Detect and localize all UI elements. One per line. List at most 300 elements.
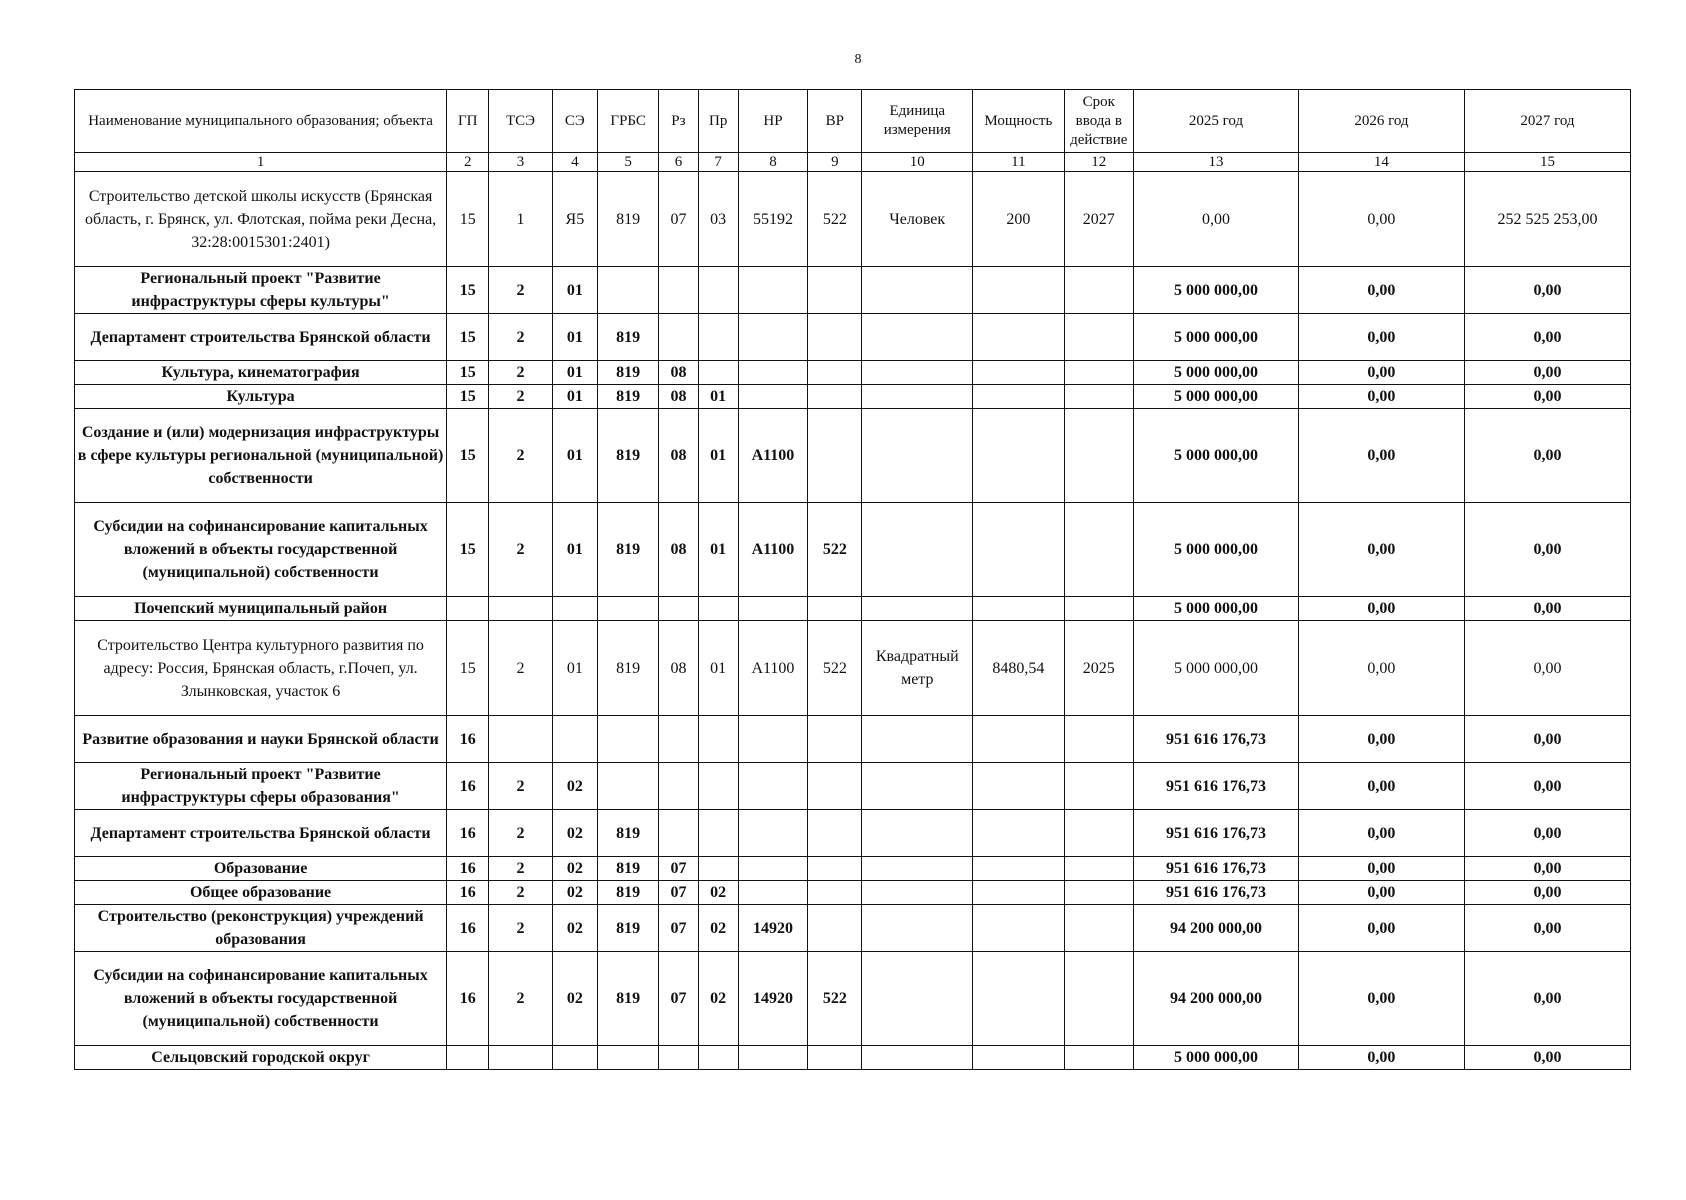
cell-rz: 08 [659,361,698,385]
cell-name: Субсидии на софинансирование капитальных вложений в объекты государственной (муниципальной) собственности [75,503,447,597]
column-number: 9 [808,153,862,172]
cell-vr [808,905,862,952]
cell-se: 01 [552,621,597,716]
cell-2026: 0,00 [1298,385,1464,409]
cell-term [1064,716,1133,763]
cell-name: Культура, кинематография [75,361,447,385]
header-pr: Пр [698,90,738,153]
cell-rz [659,314,698,361]
cell-2026: 0,00 [1298,952,1464,1046]
cell-2025: 94 200 000,00 [1134,952,1299,1046]
cell-pr [698,810,738,857]
header-nr: НР [738,90,807,153]
cell-tse: 1 [489,172,552,267]
cell-gp: 15 [447,621,489,716]
cell-term: 2027 [1064,172,1133,267]
cell-pr [698,597,738,621]
column-number: 4 [552,153,597,172]
cell-2026: 0,00 [1298,881,1464,905]
cell-gp: 15 [447,385,489,409]
cell-term [1064,952,1133,1046]
cell-2026: 0,00 [1298,716,1464,763]
cell-power [973,716,1065,763]
cell-gp [447,597,489,621]
cell-pr [698,267,738,314]
cell-unit [862,314,973,361]
cell-se: 01 [552,385,597,409]
cell-2025: 0,00 [1134,172,1299,267]
cell-power [973,881,1065,905]
cell-unit: Квадратный метр [862,621,973,716]
cell-unit [862,905,973,952]
cell-nr [738,763,807,810]
cell-nr [738,857,807,881]
cell-grbs [597,597,658,621]
cell-2027: 0,00 [1464,952,1630,1046]
cell-se: 02 [552,763,597,810]
cell-2025: 5 000 000,00 [1134,621,1299,716]
column-number: 6 [659,153,698,172]
table-row [75,172,1631,267]
table-row [75,763,1631,810]
cell-se [552,1046,597,1070]
cell-gp: 16 [447,857,489,881]
cell-2025: 5 000 000,00 [1134,361,1299,385]
cell-power [973,267,1065,314]
cell-2025: 5 000 000,00 [1134,267,1299,314]
cell-rz [659,716,698,763]
cell-gp: 16 [447,905,489,952]
cell-tse: 2 [489,952,552,1046]
cell-pr [698,361,738,385]
cell-name: Общее образование [75,881,447,905]
cell-nr: 14920 [738,952,807,1046]
cell-name: Развитие образования и науки Брянской области [75,716,447,763]
cell-vr: 522 [808,621,862,716]
cell-se: 02 [552,857,597,881]
cell-name: Культура [75,385,447,409]
cell-vr [808,385,862,409]
cell-term [1064,905,1133,952]
cell-rz: 07 [659,952,698,1046]
cell-2025: 951 616 176,73 [1134,810,1299,857]
table-column-numbers-row [75,153,1631,172]
cell-tse: 2 [489,881,552,905]
cell-2026: 0,00 [1298,267,1464,314]
cell-2025: 5 000 000,00 [1134,314,1299,361]
cell-power [973,503,1065,597]
cell-se: 02 [552,952,597,1046]
table-row [75,952,1631,1046]
cell-grbs: 819 [597,409,658,503]
cell-grbs: 819 [597,385,658,409]
cell-term [1064,857,1133,881]
cell-2025: 5 000 000,00 [1134,385,1299,409]
cell-vr: 522 [808,952,862,1046]
cell-power [973,361,1065,385]
table-row [75,621,1631,716]
column-number: 7 [698,153,738,172]
cell-term [1064,881,1133,905]
cell-2026: 0,00 [1298,905,1464,952]
cell-name: Сельцовский городской округ [75,1046,447,1070]
cell-2025: 951 616 176,73 [1134,763,1299,810]
cell-gp: 16 [447,881,489,905]
cell-2026: 0,00 [1298,763,1464,810]
cell-2026: 0,00 [1298,621,1464,716]
cell-unit [862,763,973,810]
cell-gp: 16 [447,716,489,763]
cell-grbs: 819 [597,314,658,361]
cell-nr [738,385,807,409]
cell-grbs: 819 [597,857,658,881]
header-unit: Единица измерения [862,90,973,153]
cell-term [1064,763,1133,810]
cell-pr: 02 [698,881,738,905]
cell-2027: 0,00 [1464,361,1630,385]
cell-2026: 0,00 [1298,597,1464,621]
cell-rz: 07 [659,172,698,267]
column-number: 14 [1298,153,1464,172]
cell-name: Создание и (или) модернизация инфраструктуры в сфере культуры региональной (муниципальной) собственности [75,409,447,503]
cell-2025: 5 000 000,00 [1134,503,1299,597]
header-vr: ВР [808,90,862,153]
cell-nr: 55192 [738,172,807,267]
cell-grbs: 819 [597,361,658,385]
cell-2027: 0,00 [1464,763,1630,810]
header-power: Мощность [973,90,1065,153]
cell-2026: 0,00 [1298,503,1464,597]
cell-unit [862,810,973,857]
cell-pr: 01 [698,385,738,409]
cell-power [973,385,1065,409]
cell-pr [698,857,738,881]
cell-grbs: 819 [597,503,658,597]
cell-nr [738,881,807,905]
cell-vr [808,314,862,361]
cell-name: Региональный проект "Развитие инфраструктуры сферы культуры" [75,267,447,314]
table-header-row [75,90,1631,153]
header-tse: ТСЭ [489,90,552,153]
page-number: 8 [854,52,862,67]
cell-pr [698,314,738,361]
table-row [75,385,1631,409]
cell-2027: 0,00 [1464,810,1630,857]
cell-rz [659,597,698,621]
cell-nr [738,361,807,385]
cell-gp: 15 [447,267,489,314]
cell-2026: 0,00 [1298,810,1464,857]
cell-pr: 02 [698,905,738,952]
cell-2026: 0,00 [1298,361,1464,385]
table-row [75,597,1631,621]
cell-power: 200 [973,172,1065,267]
column-number: 2 [447,153,489,172]
table-row [75,810,1631,857]
cell-tse [489,597,552,621]
cell-2026: 0,00 [1298,314,1464,361]
cell-se: 01 [552,314,597,361]
cell-pr: 01 [698,409,738,503]
cell-unit [862,952,973,1046]
cell-tse: 2 [489,409,552,503]
cell-rz [659,1046,698,1070]
cell-unit [862,881,973,905]
cell-rz [659,810,698,857]
table-row [75,1046,1631,1070]
cell-term: 2025 [1064,621,1133,716]
cell-power [973,409,1065,503]
cell-tse [489,716,552,763]
cell-vr: 522 [808,172,862,267]
cell-unit [862,1046,973,1070]
cell-2027: 0,00 [1464,905,1630,952]
cell-unit [862,597,973,621]
cell-power [973,1046,1065,1070]
cell-term [1064,503,1133,597]
cell-unit [862,409,973,503]
cell-grbs [597,763,658,810]
table-row [75,361,1631,385]
cell-term [1064,409,1133,503]
cell-term [1064,361,1133,385]
cell-pr [698,763,738,810]
cell-tse: 2 [489,621,552,716]
cell-2025: 951 616 176,73 [1134,881,1299,905]
cell-se [552,716,597,763]
cell-rz: 07 [659,905,698,952]
cell-name: Строительство (реконструкция) учреждений образования [75,905,447,952]
cell-power [973,857,1065,881]
cell-term [1064,597,1133,621]
cell-term [1064,314,1133,361]
cell-tse [489,1046,552,1070]
column-number: 5 [597,153,658,172]
cell-vr [808,763,862,810]
cell-name: Почепский муниципальный район [75,597,447,621]
cell-se: 01 [552,409,597,503]
cell-nr: A1100 [738,503,807,597]
cell-tse: 2 [489,385,552,409]
cell-tse: 2 [489,857,552,881]
cell-pr: 01 [698,621,738,716]
cell-name: Региональный проект "Развитие инфраструктуры сферы образования" [75,763,447,810]
cell-vr [808,716,862,763]
cell-2025: 5 000 000,00 [1134,409,1299,503]
header-gp: ГП [447,90,489,153]
table-row [75,716,1631,763]
header-grbs: ГРБС [597,90,658,153]
cell-power [973,905,1065,952]
header-se: СЭ [552,90,597,153]
column-number: 8 [738,153,807,172]
cell-gp: 15 [447,172,489,267]
budget-table [74,89,1631,1070]
cell-name: Строительство детской школы искусств (Брянская область, г. Брянск, ул. Флотская, пойма реки Десна, 32:28:0015301:2401) [75,172,447,267]
cell-rz: 07 [659,857,698,881]
cell-2027: 252 525 253,00 [1464,172,1630,267]
cell-se: 01 [552,503,597,597]
cell-se [552,597,597,621]
cell-name: Строительство Центра культурного развития по адресу: Россия, Брянская область, г.Почеп, ул. Злынковская, участок 6 [75,621,447,716]
column-number: 3 [489,153,552,172]
cell-2027: 0,00 [1464,267,1630,314]
header-2025: 2025 год [1134,90,1299,153]
cell-se: 02 [552,881,597,905]
cell-tse: 2 [489,905,552,952]
cell-vr [808,267,862,314]
cell-power [973,952,1065,1046]
cell-name: Образование [75,857,447,881]
cell-tse: 2 [489,503,552,597]
cell-2025: 951 616 176,73 [1134,857,1299,881]
header-rz: Рз [659,90,698,153]
cell-pr: 02 [698,952,738,1046]
cell-term [1064,267,1133,314]
cell-grbs [597,716,658,763]
cell-grbs: 819 [597,621,658,716]
cell-2027: 0,00 [1464,621,1630,716]
cell-unit [862,857,973,881]
cell-power: 8480,54 [973,621,1065,716]
column-number: 12 [1064,153,1133,172]
cell-2026: 0,00 [1298,172,1464,267]
cell-vr [808,409,862,503]
cell-name: Департамент строительства Брянской области [75,810,447,857]
cell-2026: 0,00 [1298,1046,1464,1070]
header-term: Срок ввода в действие [1064,90,1133,153]
header-2026: 2026 год [1298,90,1464,153]
cell-tse: 2 [489,810,552,857]
cell-2027: 0,00 [1464,314,1630,361]
cell-rz [659,267,698,314]
cell-gp: 15 [447,314,489,361]
cell-term [1064,385,1133,409]
cell-grbs: 819 [597,172,658,267]
cell-unit [862,716,973,763]
header-2027: 2027 год [1464,90,1630,153]
cell-nr [738,1046,807,1070]
cell-se: 01 [552,267,597,314]
cell-name: Департамент строительства Брянской области [75,314,447,361]
cell-2027: 0,00 [1464,881,1630,905]
cell-se: 02 [552,810,597,857]
cell-nr [738,267,807,314]
cell-nr [738,716,807,763]
cell-grbs: 819 [597,881,658,905]
cell-rz: 08 [659,621,698,716]
cell-pr: 01 [698,503,738,597]
cell-se: Я5 [552,172,597,267]
cell-se: 01 [552,361,597,385]
cell-power [973,597,1065,621]
cell-grbs: 819 [597,810,658,857]
table-row [75,267,1631,314]
cell-power [973,314,1065,361]
cell-gp: 16 [447,952,489,1046]
cell-2026: 0,00 [1298,409,1464,503]
cell-gp: 16 [447,810,489,857]
cell-2025: 5 000 000,00 [1134,1046,1299,1070]
cell-unit [862,361,973,385]
cell-vr [808,810,862,857]
column-number: 1 [75,153,447,172]
cell-vr [808,361,862,385]
header-name: Наименование муниципального образования; объекта [75,90,447,153]
cell-nr [738,597,807,621]
cell-unit [862,503,973,597]
cell-tse: 2 [489,314,552,361]
cell-2027: 0,00 [1464,503,1630,597]
cell-unit [862,267,973,314]
cell-2025: 5 000 000,00 [1134,597,1299,621]
cell-gp: 15 [447,503,489,597]
table-row [75,881,1631,905]
cell-pr: 03 [698,172,738,267]
cell-vr [808,881,862,905]
cell-gp: 15 [447,361,489,385]
cell-power [973,763,1065,810]
column-number: 10 [862,153,973,172]
cell-2025: 951 616 176,73 [1134,716,1299,763]
cell-term [1064,1046,1133,1070]
cell-gp: 15 [447,409,489,503]
cell-grbs [597,267,658,314]
column-number: 15 [1464,153,1630,172]
cell-2027: 0,00 [1464,409,1630,503]
cell-pr [698,1046,738,1070]
cell-2027: 0,00 [1464,385,1630,409]
cell-vr: 522 [808,503,862,597]
cell-term [1064,810,1133,857]
cell-2027: 0,00 [1464,857,1630,881]
cell-se: 02 [552,905,597,952]
table-row [75,905,1631,952]
cell-vr [808,857,862,881]
cell-rz [659,763,698,810]
cell-rz: 08 [659,503,698,597]
column-number: 13 [1134,153,1299,172]
cell-tse: 2 [489,267,552,314]
cell-vr [808,1046,862,1070]
cell-2025: 94 200 000,00 [1134,905,1299,952]
cell-unit: Человек [862,172,973,267]
cell-grbs: 819 [597,952,658,1046]
table-row [75,409,1631,503]
cell-grbs: 819 [597,905,658,952]
column-number: 11 [973,153,1065,172]
cell-2026: 0,00 [1298,857,1464,881]
table-row [75,857,1631,881]
cell-grbs [597,1046,658,1070]
cell-rz: 08 [659,385,698,409]
cell-nr: 14920 [738,905,807,952]
table-row [75,503,1631,597]
cell-pr [698,716,738,763]
cell-nr: A1100 [738,409,807,503]
cell-power [973,810,1065,857]
cell-2027: 0,00 [1464,1046,1630,1070]
cell-tse: 2 [489,763,552,810]
cell-unit [862,385,973,409]
cell-vr [808,597,862,621]
cell-2027: 0,00 [1464,597,1630,621]
cell-nr [738,314,807,361]
table-row [75,314,1631,361]
cell-nr [738,810,807,857]
cell-2027: 0,00 [1464,716,1630,763]
cell-rz: 07 [659,881,698,905]
